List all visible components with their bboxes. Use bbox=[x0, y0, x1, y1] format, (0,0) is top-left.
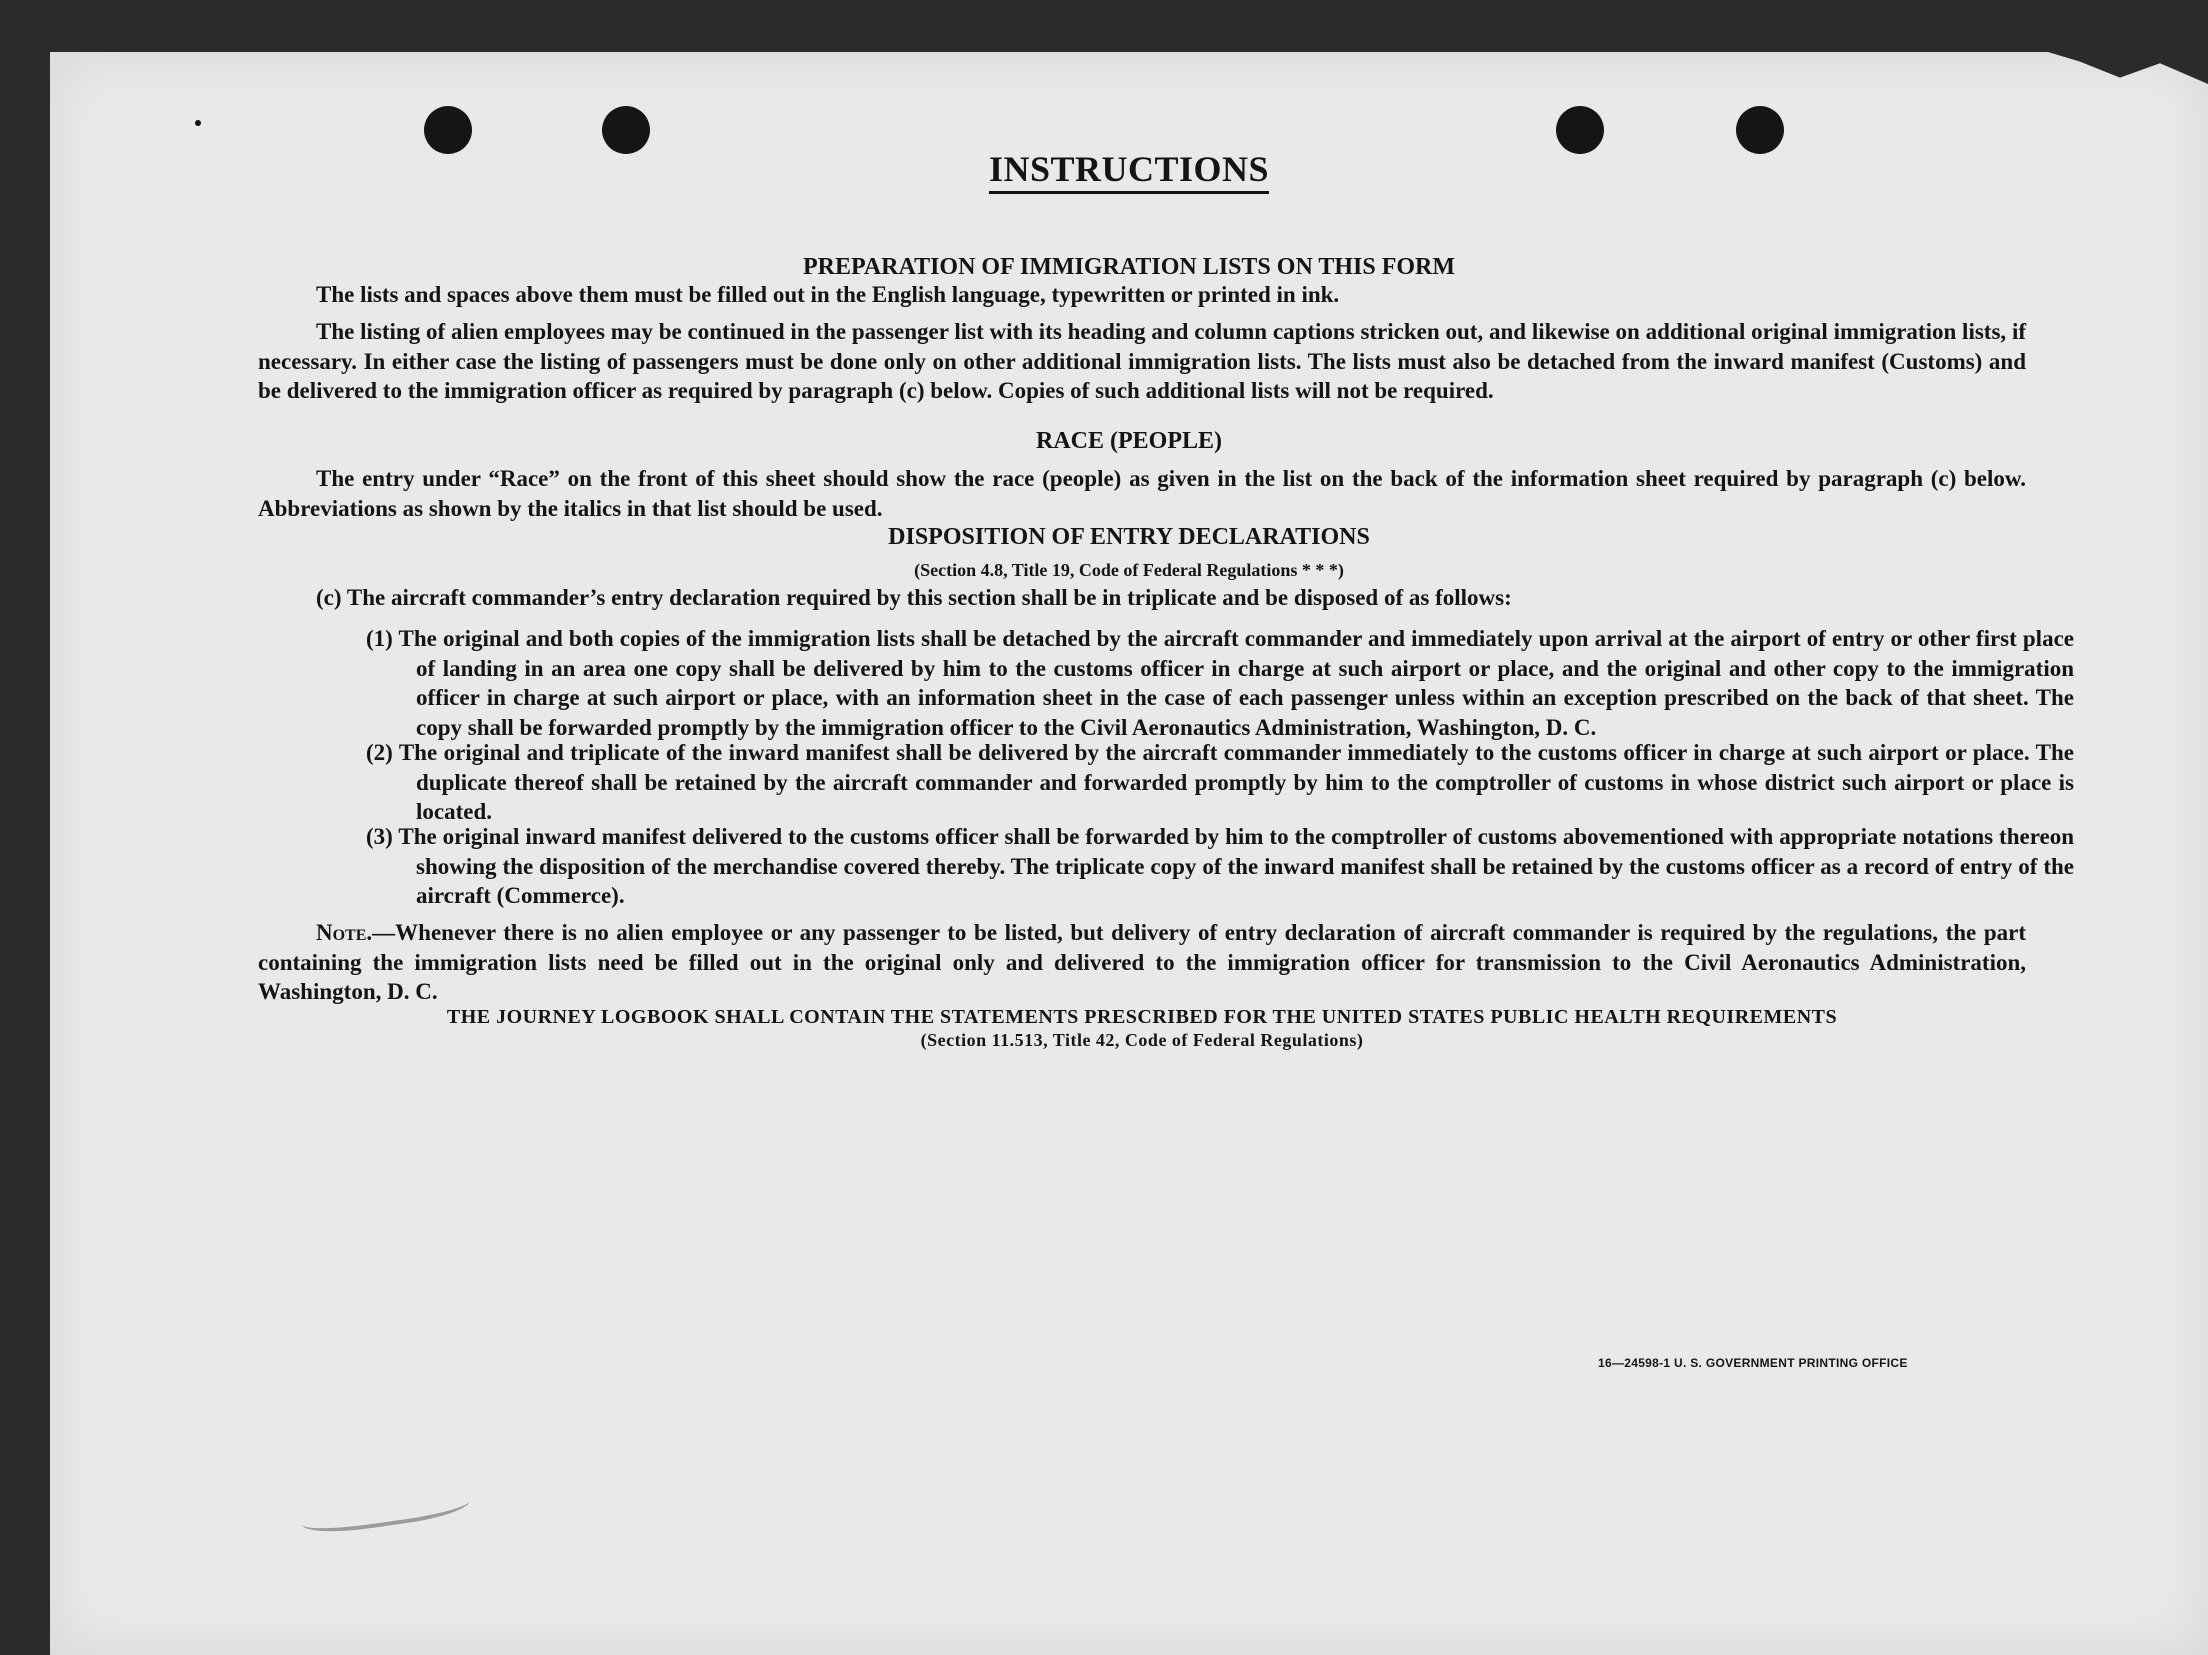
printing-office-mark: 16—24598-1 U. S. GOVERNMENT PRINTING OFFICE bbox=[1598, 1356, 1908, 1370]
page-title: INSTRUCTIONS bbox=[50, 148, 2208, 190]
footer-health-requirements: THE JOURNEY LOGBOOK SHALL CONTAIN THE STATEMENTS PRESCRIBED FOR THE UNITED STATES PUBLIC HEALTH REQUIREMENTS bbox=[446, 1006, 1838, 1028]
torn-corner bbox=[2048, 52, 2208, 84]
section-heading-disposition: DISPOSITION OF ENTRY DECLARATIONS bbox=[888, 524, 1370, 550]
punch-hole bbox=[1556, 106, 1604, 154]
list-item: (2) The original and triplicate of the inward manifest shall be delivered by the aircraft commander immediately to the customs officer in charge at such airport or place. The duplicate thereof shall be retained by the aircraft commander and forwarded promptly by him to the comptroller of customs in whose district such airport or place is located. bbox=[366, 740, 2074, 824]
list-item: (1) The original and both copies of the immigration lists shall be detached by the aircraft commander and immediately upon arrival at the airport of entry or other first place of landing in an area one copy shall be delivered by him to the customs officer in charge at such airport or place, and the original and other copy to the immigration officer in charge at such airport or place, with an information sheet in the case of each passenger unless within an exception prescribed on the back of that sheet. The copy shall be forwarded promptly by the immigration officer to the Civil Aeronautics Administration, Washington, D. C. bbox=[366, 626, 2074, 740]
paragraph: The listing of alien employees may be continued in the passenger list with its heading and column captions stricken out, and likewise on additional original immigration lists, if necessary. In either case the listing of passengers must be done only on other additional immigration lists. The lists must also be detached from the inward manifest (Customs) and be delivered to the immigration officer as required by paragraph (c) below. Copies of such additional lists will not be required. bbox=[258, 319, 2026, 403]
section-heading-preparation: PREPARATION OF IMMIGRATION LISTS ON THIS FORM bbox=[802, 254, 1456, 280]
section-heading-race: RACE (PEOPLE) bbox=[1036, 428, 1222, 454]
ink-speck bbox=[195, 120, 201, 126]
punch-hole bbox=[424, 106, 472, 154]
document-sheet bbox=[50, 52, 2208, 1655]
note-label: Note. bbox=[316, 920, 373, 945]
list-item: (3) The original inward manifest delivered to the customs officer shall be forwarded by him to the comptroller of customs abovementioned with appropriate notations thereon showing the disposition of the merchandise covered thereby. The triplicate copy of the inward manifest shall be retained by the customs officer as a record of entry of the aircraft (Commerce). bbox=[366, 824, 2074, 908]
paragraph: The lists and spaces above them must be filled out in the English language, typewritten or printed in ink. bbox=[316, 282, 1340, 307]
regulation-citation: (Section 4.8, Title 19, Code of Federal Regulations * * *) bbox=[914, 560, 1344, 580]
footer-citation: (Section 11.513, Title 42, Code of Federal Regulations) bbox=[920, 1030, 1364, 1050]
punch-hole bbox=[1736, 106, 1784, 154]
note-paragraph bbox=[258, 918, 2026, 1007]
punch-hole bbox=[602, 106, 650, 154]
bleed-through-signature bbox=[298, 1480, 471, 1537]
paragraph: The entry under “Race” on the front of this sheet should show the race (people) as given in the list on the back of the information sheet required by paragraph (c) below. Abbreviations as shown by the italics in that list should be used. bbox=[258, 466, 2026, 521]
paragraph-intro: (c) The aircraft commander’s entry declaration required by this section shall be in triplicate and be disposed of as follows: bbox=[316, 585, 1512, 610]
note-text: —Whenever there is no alien employee or any passenger to be listed, but delivery of entry declaration of aircraft commander is required by the regulations, the part containing the immigration lists need be filled out in the original only and delivered to the immigration officer for transmission to the Civil Aeronautics Administration, Washington, D. C. bbox=[258, 920, 2026, 1004]
